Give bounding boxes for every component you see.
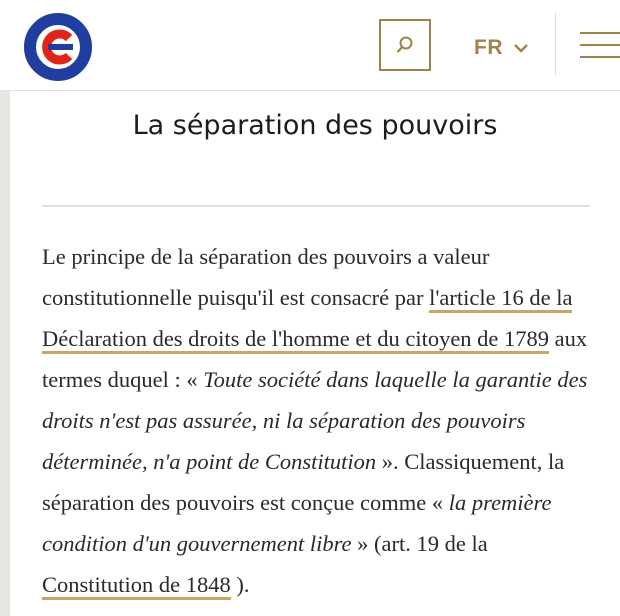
page-title: La séparation des pouvoirs: [132, 110, 498, 141]
chevron-down-icon: [513, 42, 529, 54]
gouvernement-libre-quote: la première condition d'un gouvernement libre: [42, 490, 552, 556]
hamburger-menu-icon[interactable]: [574, 28, 620, 62]
search-icon: [395, 35, 415, 55]
search-button[interactable]: [379, 19, 431, 71]
paragraph-text-2: aux termes duquel : «: [42, 326, 588, 392]
paragraph-intro: Le principe de la séparation des pouvoirs a valeur constitutionnelle puisqu'il est consacré par: [42, 244, 490, 310]
constitution-1848-link[interactable]: Constitution de 1848: [42, 572, 231, 600]
ddhc-quote: Toute société dans laquelle la garantie des droits n'est pas assurée, ni la séparation des pouvoirs déterminée, n'a point de Constitution: [42, 367, 588, 474]
article-paragraph: [42, 236, 602, 605]
site-header: [0, 0, 620, 91]
paragraph-text-4: » (art. 19 de la: [351, 531, 488, 556]
header-divider: [555, 13, 556, 75]
conseil-constitutionnel-logo[interactable]: [24, 13, 92, 81]
article-16-ddhc-link[interactable]: l'article 16 de la Déclaration des droits de l'homme et du citoyen de 1789: [42, 285, 572, 354]
paragraph-text-5: ).: [230, 572, 250, 597]
left-border-rule: [0, 90, 10, 616]
language-label: FR: [474, 36, 503, 59]
language-selector[interactable]: [474, 33, 529, 63]
paragraph-text-3: ». Classiquement, la séparation des pouvoirs est conçue comme «: [42, 449, 565, 515]
title-divider: [42, 205, 590, 207]
